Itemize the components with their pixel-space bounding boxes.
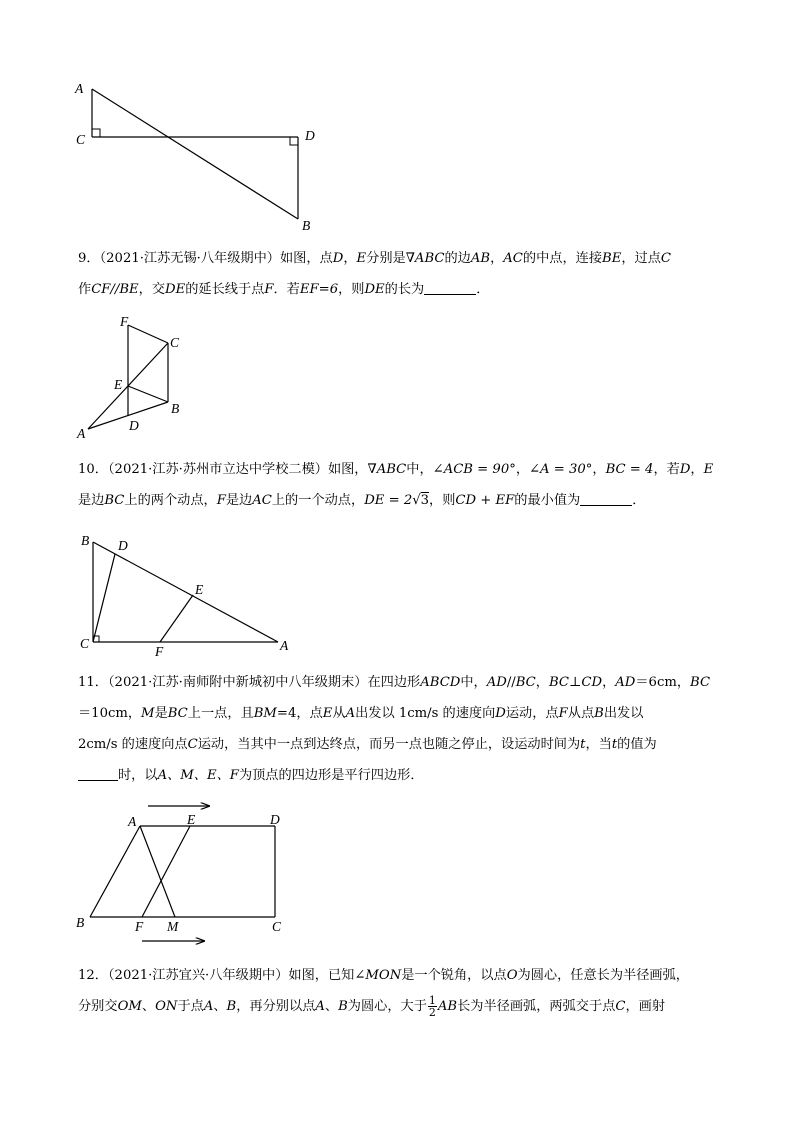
math: C (615, 999, 626, 1014)
math: CD + EF (455, 493, 515, 508)
math: ∇ABC (367, 462, 407, 477)
point-label-B: B (76, 915, 85, 930)
math: CF//BE (91, 282, 139, 297)
math: F (558, 706, 568, 721)
point-label-F: F (135, 919, 144, 934)
text: 的值为 (617, 737, 657, 752)
math: BC = 4 (605, 462, 654, 477)
math: E (322, 706, 333, 721)
point-label-M: M (167, 919, 179, 934)
text: ， (592, 462, 606, 477)
point-label-C: C (272, 919, 282, 934)
text: 长为半径画弧，两弧交于点 (457, 999, 616, 1014)
text: ，则 (429, 493, 456, 508)
text: 分别交 (78, 999, 118, 1014)
point-label-D: D (270, 812, 280, 827)
answer-blank[interactable] (78, 766, 118, 781)
text: ＝10cm， (78, 706, 142, 721)
segment-FE (142, 826, 190, 917)
figure-q10 (78, 532, 298, 666)
point-label-D: D (118, 538, 128, 553)
figure-q9-svg (72, 314, 192, 444)
math: t (580, 737, 586, 752)
question-source: （2021·江苏宜兴·八年级期中） (107, 968, 289, 983)
math: AD (486, 675, 507, 690)
text: ， (602, 675, 616, 690)
text: 是边 (78, 493, 105, 508)
math: BC (515, 675, 536, 690)
math: EF=6 (299, 282, 339, 297)
point-label-C: C (170, 335, 180, 350)
point-label-F: F (155, 644, 164, 659)
point-label-A: A (280, 638, 289, 653)
math: BC (690, 675, 711, 690)
figure-q11 (72, 800, 292, 954)
math: DE (165, 282, 186, 297)
point-label-B: B (171, 401, 180, 416)
question-9 (78, 243, 718, 305)
question-10 (78, 454, 718, 516)
math: F (216, 493, 226, 508)
math: A (345, 706, 356, 721)
text: 运动，当其中一点到达终点，而另一点也随之停止，设运动时间为 (197, 737, 581, 752)
text: 作 (78, 282, 92, 297)
question-12 (78, 960, 718, 1022)
text: 是 (154, 706, 168, 721)
point-label-B: B (81, 533, 90, 548)
question-source: （2021·江苏·苏州市立达中学校二模） (107, 462, 328, 477)
text: 为圆心，大于 (347, 999, 427, 1014)
text: 、 (141, 999, 156, 1014)
text: 上的一个动点， (271, 493, 365, 508)
math: C (660, 251, 671, 266)
fraction-denominator: 2 (428, 1006, 436, 1019)
text: ＝6cm， (635, 675, 691, 690)
right-angle-mark-D (290, 137, 298, 145)
point-label-C: C (76, 132, 86, 147)
math: DE = 2 (364, 493, 413, 508)
answer-blank[interactable] (424, 280, 476, 295)
segment-FC (128, 325, 168, 343)
segment-AM (140, 826, 175, 917)
math: OM (117, 999, 142, 1014)
segment-FE (160, 595, 193, 642)
point-label-D: D (305, 128, 315, 143)
text: 出发以 1cm/s 的速度向 (355, 706, 496, 721)
math: O (506, 968, 518, 983)
text: ，交 (138, 282, 166, 297)
text: 2cm/s 的速度向点 (78, 737, 188, 752)
text: 是一个锐角，以点 (401, 968, 507, 983)
math: ON (155, 999, 178, 1014)
math: AC (252, 493, 272, 508)
text: ，若 (653, 462, 680, 477)
text: 于点 (177, 999, 204, 1014)
math: AD (615, 675, 636, 690)
answer-blank[interactable] (580, 491, 632, 506)
math: A (203, 999, 214, 1014)
math: ∠A = 30° (529, 462, 593, 477)
point-label-E: E (187, 812, 196, 827)
question-number: 10． (78, 462, 108, 477)
text: 的长为 (384, 282, 425, 297)
math: ABCD (420, 675, 461, 690)
fraction-one-half (428, 995, 437, 1018)
text: 的最小值为 (514, 493, 581, 508)
figure-q11-svg (72, 800, 292, 950)
segment-BA (93, 542, 278, 642)
text: 时，以 (118, 768, 158, 783)
segment-EB (128, 386, 168, 402)
point-label-C: C (80, 636, 90, 651)
text: ． (632, 493, 646, 508)
point-label-A: A (77, 426, 86, 441)
segment-CD (93, 554, 115, 642)
segment-AB (92, 89, 298, 219)
point-label-E: E (114, 377, 123, 392)
math: D (332, 251, 344, 266)
math: ⊥ (569, 675, 582, 690)
question-11 (78, 667, 718, 791)
figure-q8 (70, 78, 330, 242)
text: 的边 (444, 251, 471, 266)
math: BC (104, 493, 125, 508)
text: 从 (332, 706, 346, 721)
math: B (594, 706, 604, 721)
text: 为顶点的四边形是平行四边形． (238, 768, 424, 783)
math: AC (503, 251, 523, 266)
segment-BA (90, 826, 140, 917)
text: ， (535, 675, 549, 690)
question-source: （2021·江苏无锡·八年级期中） (99, 251, 280, 266)
text: ， (343, 251, 357, 266)
text: ， (690, 462, 704, 477)
text: ． (476, 282, 490, 297)
math: A、M、E、F (157, 768, 239, 783)
math: BE (602, 251, 622, 266)
text: =4，点 (276, 706, 323, 721)
math: E (703, 462, 714, 477)
math: E (356, 251, 367, 266)
math: C (187, 737, 198, 752)
text: 中， (460, 675, 487, 690)
sqrt-radicand: 3 (420, 493, 430, 508)
math: DE (364, 282, 385, 297)
text: 在四边形 (367, 675, 421, 690)
point-label-B: B (302, 218, 311, 233)
text: 分别是 (366, 251, 406, 266)
math: BC (548, 675, 569, 690)
math: F (264, 282, 274, 297)
point-label-F: F (120, 314, 129, 329)
text: 如图，点 (280, 251, 333, 266)
question-number: 12． (78, 968, 108, 983)
right-angle-mark-C (92, 129, 100, 137)
math: B (338, 999, 348, 1014)
figure-q10-svg (78, 532, 298, 662)
text: 中， (406, 462, 433, 477)
text: ，画射 (625, 999, 666, 1014)
text: 是边 (225, 493, 253, 508)
text: ，则 (338, 282, 365, 297)
figure-q9 (72, 314, 192, 448)
text: 上一点，且 (187, 706, 254, 721)
text: ， (515, 462, 529, 477)
text: ，过点 (621, 251, 661, 266)
math: M (141, 706, 155, 721)
question-number: 11． (78, 675, 108, 690)
math: D (679, 462, 691, 477)
math: AB (470, 251, 491, 266)
text: ，再分别以点 (236, 999, 316, 1014)
math: B (226, 999, 237, 1014)
text: 从点 (567, 706, 595, 721)
text: 的延长线于点 (185, 282, 265, 297)
point-label-A: A (128, 814, 137, 829)
text: 的中点，连接 (522, 251, 603, 266)
math: ∠MON (354, 968, 402, 983)
text: 为圆心，任意长为半径画弧， (517, 968, 689, 983)
question-source: （2021·江苏·南师附中新城初中八年级期末） (107, 675, 368, 690)
math: BC (167, 706, 188, 721)
point-label-A: A (75, 81, 84, 96)
question-number: 9． (78, 251, 100, 266)
figure-q8-svg (70, 78, 330, 238)
math: CD (581, 675, 603, 690)
text: 、 (324, 999, 339, 1014)
text: 运动，点 (505, 706, 559, 721)
math: A (315, 999, 325, 1014)
fraction-numerator: 1 (428, 994, 436, 1007)
text: ，当 (585, 737, 612, 752)
sqrt-sign: √ (412, 493, 421, 508)
math: AB (437, 999, 458, 1014)
text: 出发以 (603, 706, 644, 721)
math: D (495, 706, 506, 721)
math: t (611, 737, 618, 752)
text: 如图，已知 (288, 968, 355, 983)
math: ∇ABC (405, 251, 445, 266)
text: 上的两个动点， (124, 493, 217, 508)
text: ．若 (273, 282, 300, 297)
point-label-E: E (195, 582, 204, 597)
math: ∠ACB = 90° (432, 462, 516, 477)
math: // (506, 675, 516, 690)
point-label-D: D (129, 418, 139, 433)
text: ， (490, 251, 504, 266)
text: 如图， (327, 462, 368, 477)
math: BM (253, 706, 277, 721)
text: 、 (213, 999, 227, 1014)
